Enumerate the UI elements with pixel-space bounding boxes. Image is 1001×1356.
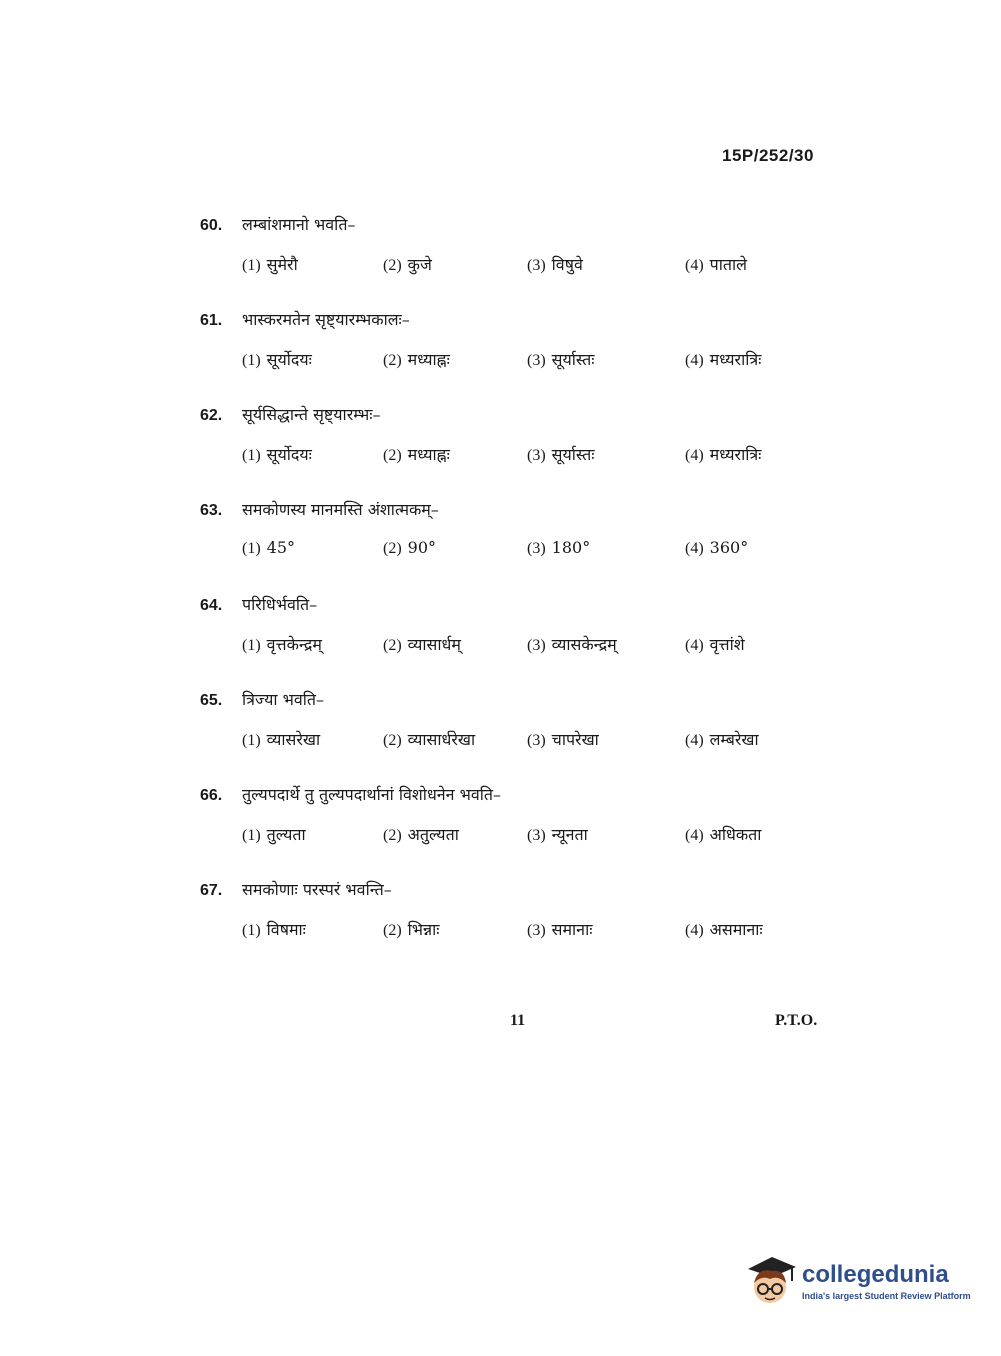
question-number: 66. [200,787,223,804]
question-text: समकोणाः परस्परं भवन्ति– [242,880,392,899]
option-4: (4) लम्बरेखा [685,730,759,749]
option-4: (4) अधिकता [685,825,762,844]
options [200,348,840,384]
option-3: (3) समानाः [527,920,593,939]
question-text: तुल्यपदार्थे तु तुल्यपदार्थानां विशोधनेन भवति– [242,785,502,804]
option-3: (3) सूर्यास्तः [527,350,595,369]
options [200,253,840,289]
option-4: (4) मध्यरात्रिः [685,445,762,464]
question-61 [200,308,840,384]
option-1: (1) सूर्योदयः [242,350,312,369]
option-4: (4) वृत्तांशे [685,635,745,654]
option-2: (2) मध्याह्नः [383,350,450,369]
option-2: (2) 90° [383,538,437,557]
option-4: (4) असमानाः [685,920,763,939]
question-text: समकोणस्य मानमस्ति अंशात्मकम्– [242,500,439,519]
question-text: परिधिर्भवति– [242,595,318,614]
options [200,633,840,669]
option-1: (1) विषमाः [242,920,306,939]
option-1: (1) तुल्यता [242,825,306,844]
option-3: (3) सूर्यास्तः [527,445,595,464]
option-3: (3) विषुवे [527,255,583,274]
question-number: 67. [200,882,223,899]
option-2: (2) भिन्नाः [383,920,440,939]
question-text: भास्करमतेन सृष्ट्यारम्भकालः– [242,310,410,329]
question-63 [200,498,840,574]
option-4: (4) पाताले [685,255,748,274]
question-text: त्रिज्या भवति– [242,690,325,709]
question-number: 64. [200,597,223,614]
option-1: (1) व्यासरेखा [242,730,321,749]
question-62 [200,403,840,479]
option-3: (3) न्यूनता [527,825,588,844]
question-64 [200,593,840,669]
option-1: (1) सूर्योदयः [242,445,312,464]
option-4: (4) 360° [685,538,749,557]
question-67 [200,878,840,954]
brand-tagline: India's largest Student Review Platform [802,1290,971,1301]
option-3: (3) व्यासकेन्द्रम् [527,635,617,654]
option-3: (3) 180° [527,538,591,557]
question-65 [200,688,840,764]
collegedunia-watermark [742,1250,972,1312]
question-60 [200,213,840,289]
option-1: (1) सुमेरौ [242,255,298,274]
paper-code: 15P/252/30 [722,146,814,165]
options [200,918,840,954]
question-number: 62. [200,407,223,424]
option-2: (2) अतुल्यता [383,825,459,844]
question-text: सूर्यसिद्धान्ते सृष्ट्यारम्भः– [242,405,381,424]
option-4: (4) मध्यरात्रिः [685,350,762,369]
question-66 [200,783,840,859]
options [200,823,840,859]
option-2: (2) व्यासार्धरेखा [383,730,476,749]
question-text: लम्बांशमानो भवति– [242,215,356,234]
option-2: (2) मध्याह्नः [383,445,450,464]
pto-label: P.T.O. [775,1012,818,1029]
question-number: 63. [200,502,223,519]
question-number: 65. [200,692,223,709]
option-2: (2) कुजे [383,255,432,274]
question-number: 61. [200,312,223,329]
mascot-icon [742,1253,798,1309]
option-1: (1) 45° [242,538,296,557]
option-2: (2) व्यासार्धम् [383,635,461,654]
option-1: (1) वृत्तकेन्द्रम् [242,635,322,654]
options [200,538,840,574]
options [200,443,840,479]
option-3: (3) चापरेखा [527,730,599,749]
brand-name: collegedunia [802,1260,949,1288]
question-number: 60. [200,217,223,234]
options [200,728,840,764]
page-number: 11 [510,1012,526,1029]
